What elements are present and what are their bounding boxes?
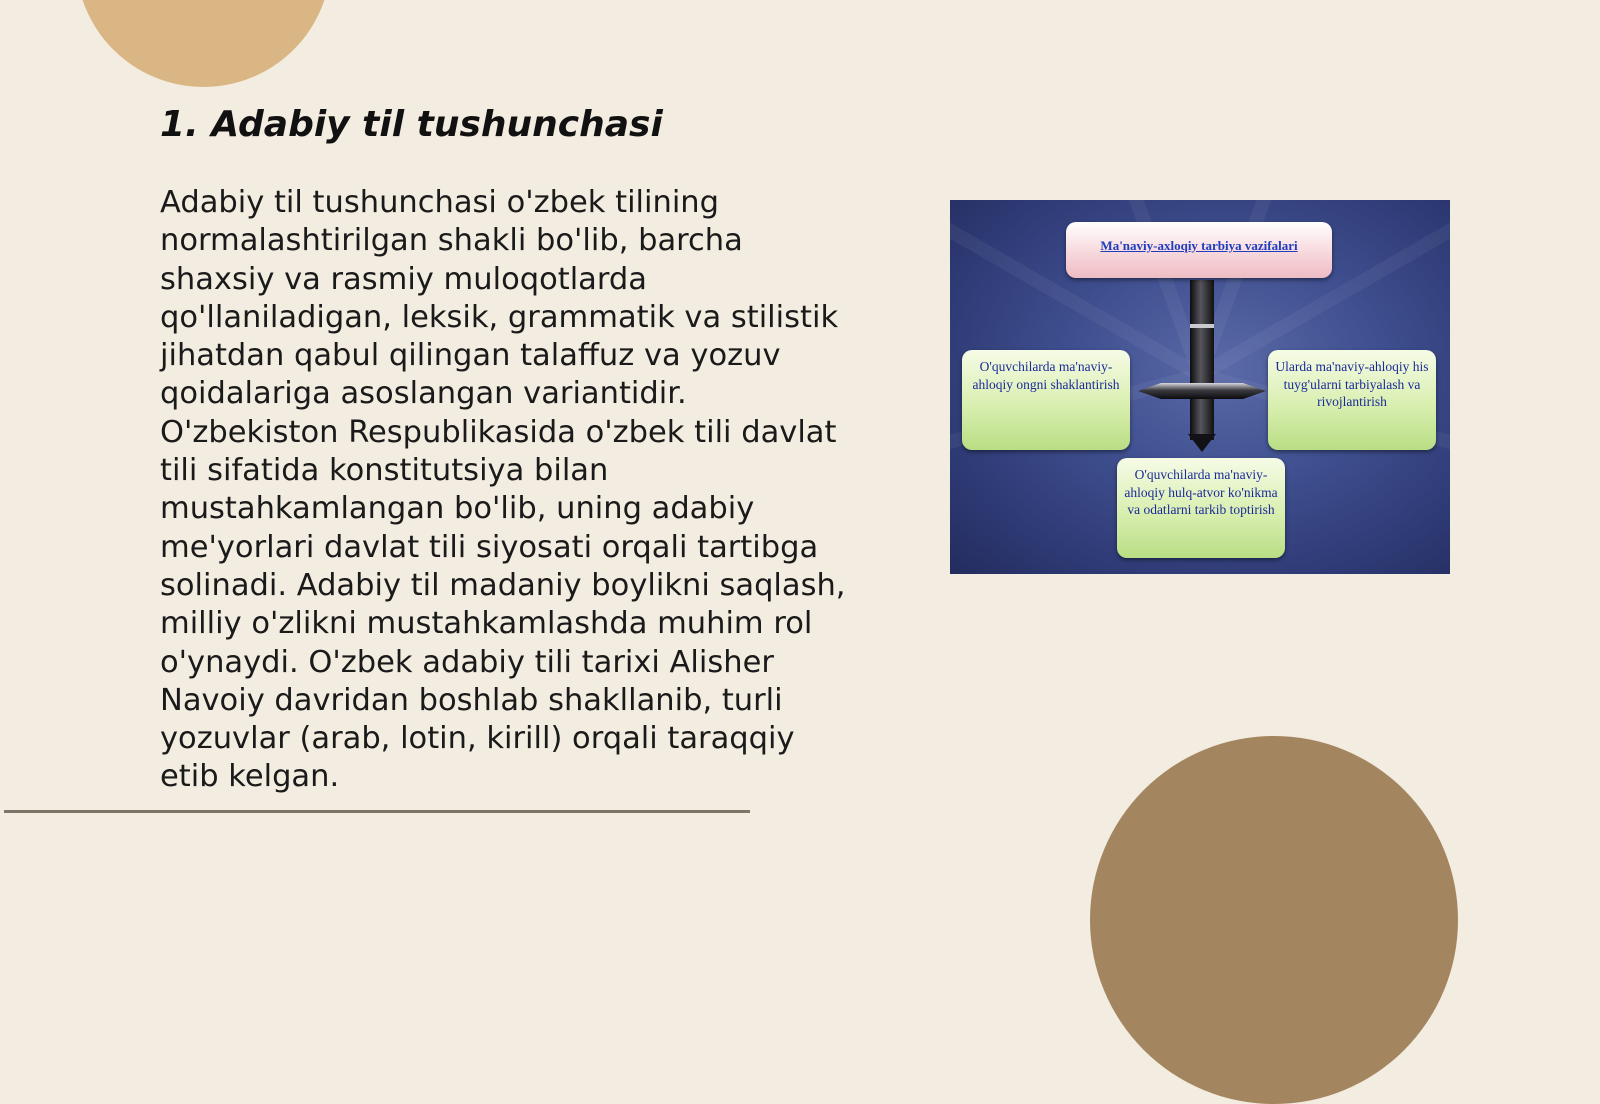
diagram-box-top-label: Ma'naviy-axloqiy tarbiya vazifalari (1100, 238, 1298, 253)
slide-body-text: Adabiy til tushunchasi o'zbek tilining normalashtirilgan shakli bo'lib, barcha shaxsiy va rasmiy muloqotlarda qo'llaniladigan, leksik, grammatik va stilistik jihatdan qabul qilingan talaffuz va yozuv qoidalariga asoslangan variantidir. O'zbekiston Respublikasida o'zbek tili davlat tili sifatida konstitutsiya bilan mustahkamlangan bo'lib, uning adabiy me'yorlari davlat tili siyosati orqali tartibga solinadi. Adabiy til madaniy boylikni saqlash, milliy o'zlikni mustahkamlashda muhim rol o'ynaydi. O'zbek adabiy tili tarixi Alisher Navoiy davridan boshlab shakllanib, turli yozuvlar (arab, lotin, kirill) orqali taraqqiy etib kelgan. (160, 185, 846, 795)
diagram-box-left (962, 350, 1130, 450)
diagram-box-left-label: O'quvchilarda ma'naviy-ahloqiy ongni shaklantirish (972, 359, 1120, 392)
diagram-box-bottom (1117, 458, 1285, 558)
diagram-box-bottom-label: O'quvchilarda ma'naviy-ahloqiy hulq-atvor ko'nikma va odatlarni tarkib toptirish (1124, 467, 1278, 517)
slide-title: 1. Adabiy til tushunchasi (160, 104, 663, 145)
diagram-connector-crossbar (1138, 383, 1266, 399)
decorative-circle-top (76, 0, 331, 87)
diagram-box-right (1268, 350, 1436, 450)
diagram-connector-shaft (1190, 280, 1214, 440)
diagram-box-right-label: Ularda ma'naviy-ahloqiy his tuyg'ularni tarbiyalash va rivojlantirish (1275, 359, 1429, 409)
diagram-connector-band (1190, 324, 1214, 328)
diagram-box-top (1066, 222, 1332, 278)
decorative-circle-bottom (1090, 736, 1458, 1104)
diagram-arrow-down (1188, 434, 1216, 452)
divider-line (4, 810, 750, 813)
diagram-image (950, 200, 1450, 574)
